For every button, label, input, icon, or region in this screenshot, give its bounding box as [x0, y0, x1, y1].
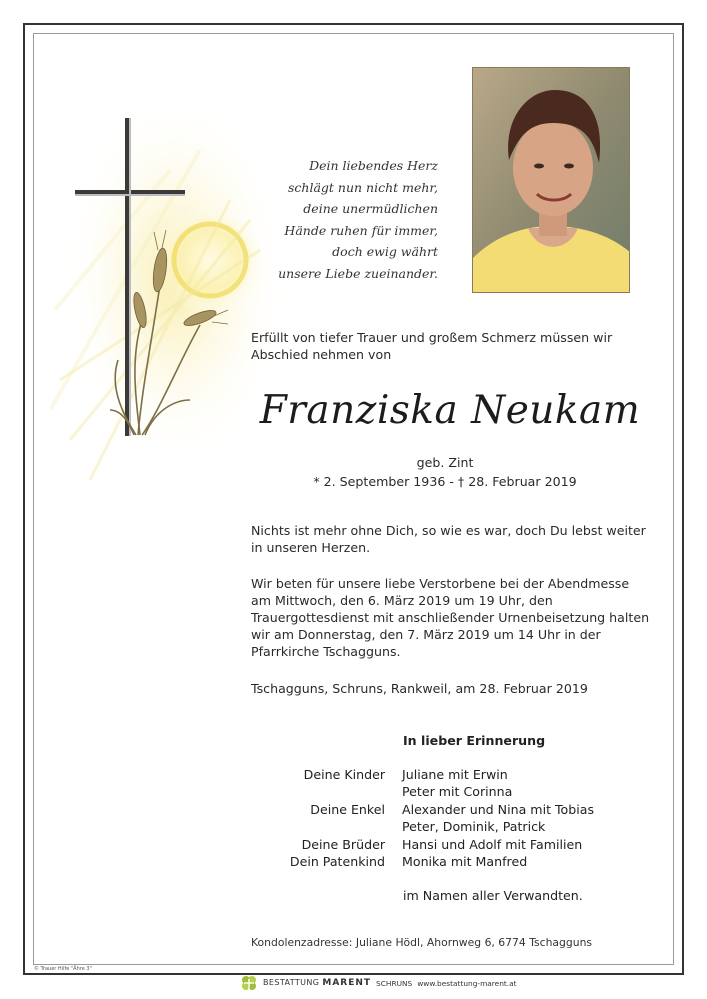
all-relatives: im Namen aller Verwandten. — [403, 888, 583, 903]
deceased-name: Franziska Neukam — [259, 388, 641, 433]
family-row — [285, 836, 615, 853]
poem-line: unsere Liebe zueinander. — [278, 265, 438, 281]
family-row — [285, 801, 615, 818]
birth-death-dates: * 2. September 1936 - † 28. Februar 2019 — [313, 474, 577, 489]
family-row — [285, 853, 615, 870]
life-dates — [285, 453, 605, 491]
poem-line: Hände ruhen für immer, — [284, 222, 438, 238]
family-relation: Deine Enkel — [310, 801, 385, 817]
poem-line: doch ewig währt — [332, 244, 438, 260]
footer-brand — [263, 978, 371, 988]
service-paragraph: Wir beten für unsere liebe Verstorbene bei der Abendmesse am Mittwoch, den 6. März 2019 um 19 Uhr, den Trauergottesdienst mit anschließender Urnenbeisetzung halten wir am Donnerstag, den 7. März 2019 um 14 Uhr in der Pfarrkirche Tschagguns. — [251, 576, 650, 659]
family-names: Alexander und Nina mit Tobias — [402, 801, 595, 817]
portrait-photo — [472, 67, 630, 293]
image-credit: © Trauer Hilfe "Ähre 3" — [34, 966, 92, 972]
family-row — [285, 818, 615, 835]
family-names: Hansi und Adolf mit Familien — [402, 836, 583, 852]
family-relation: Deine Kinder — [303, 767, 385, 782]
brand-name: MARENT — [322, 978, 372, 988]
remembrance-paragraph: Nichts ist mehr ohne Dich, so wie es war, doch Du lebst weiter in unseren Herzen. — [251, 523, 646, 555]
poem — [240, 155, 438, 285]
family-relation: Deine Brüder — [301, 836, 385, 852]
intro-text: Erfüllt von tiefer Trauer und großem Schmerz müssen wir Abschied nehmen von — [251, 330, 613, 362]
poem-line: schlägt nun nicht mehr, — [287, 179, 438, 195]
brand-prefix: BESTATTUNG — [263, 978, 320, 987]
family-names: Juliane mit Erwin — [402, 767, 508, 782]
place-date: Tschagguns, Schruns, Rankweil, am 28. Februar 2019 — [251, 681, 588, 696]
family-row — [285, 783, 615, 800]
poem-line: Dein liebendes Herz — [309, 158, 438, 173]
maiden-name: geb. Zint — [416, 455, 474, 470]
family-list — [285, 766, 615, 870]
family-names: Monika mit Manfred — [402, 853, 528, 869]
footer-town: SCHRUNS — [376, 978, 413, 988]
family-names: Peter mit Corinna — [402, 784, 513, 800]
memory-heading: In lieber Erinnerung — [403, 733, 546, 748]
family-names: Peter, Dominik, Patrick — [402, 819, 546, 835]
poem-line: deine unermüdlichen — [303, 201, 438, 217]
footer-website[interactable]: www.bestattung-marent.at — [417, 978, 517, 988]
family-relation: Dein Patenkind — [289, 853, 385, 869]
condolence-address: Kondolenzadresse: Juliane Hödl, Ahornweg 6, 6774 Tschagguns — [251, 936, 593, 949]
footer — [240, 973, 517, 993]
family-row — [285, 766, 615, 783]
clover-logo-icon — [240, 974, 258, 992]
